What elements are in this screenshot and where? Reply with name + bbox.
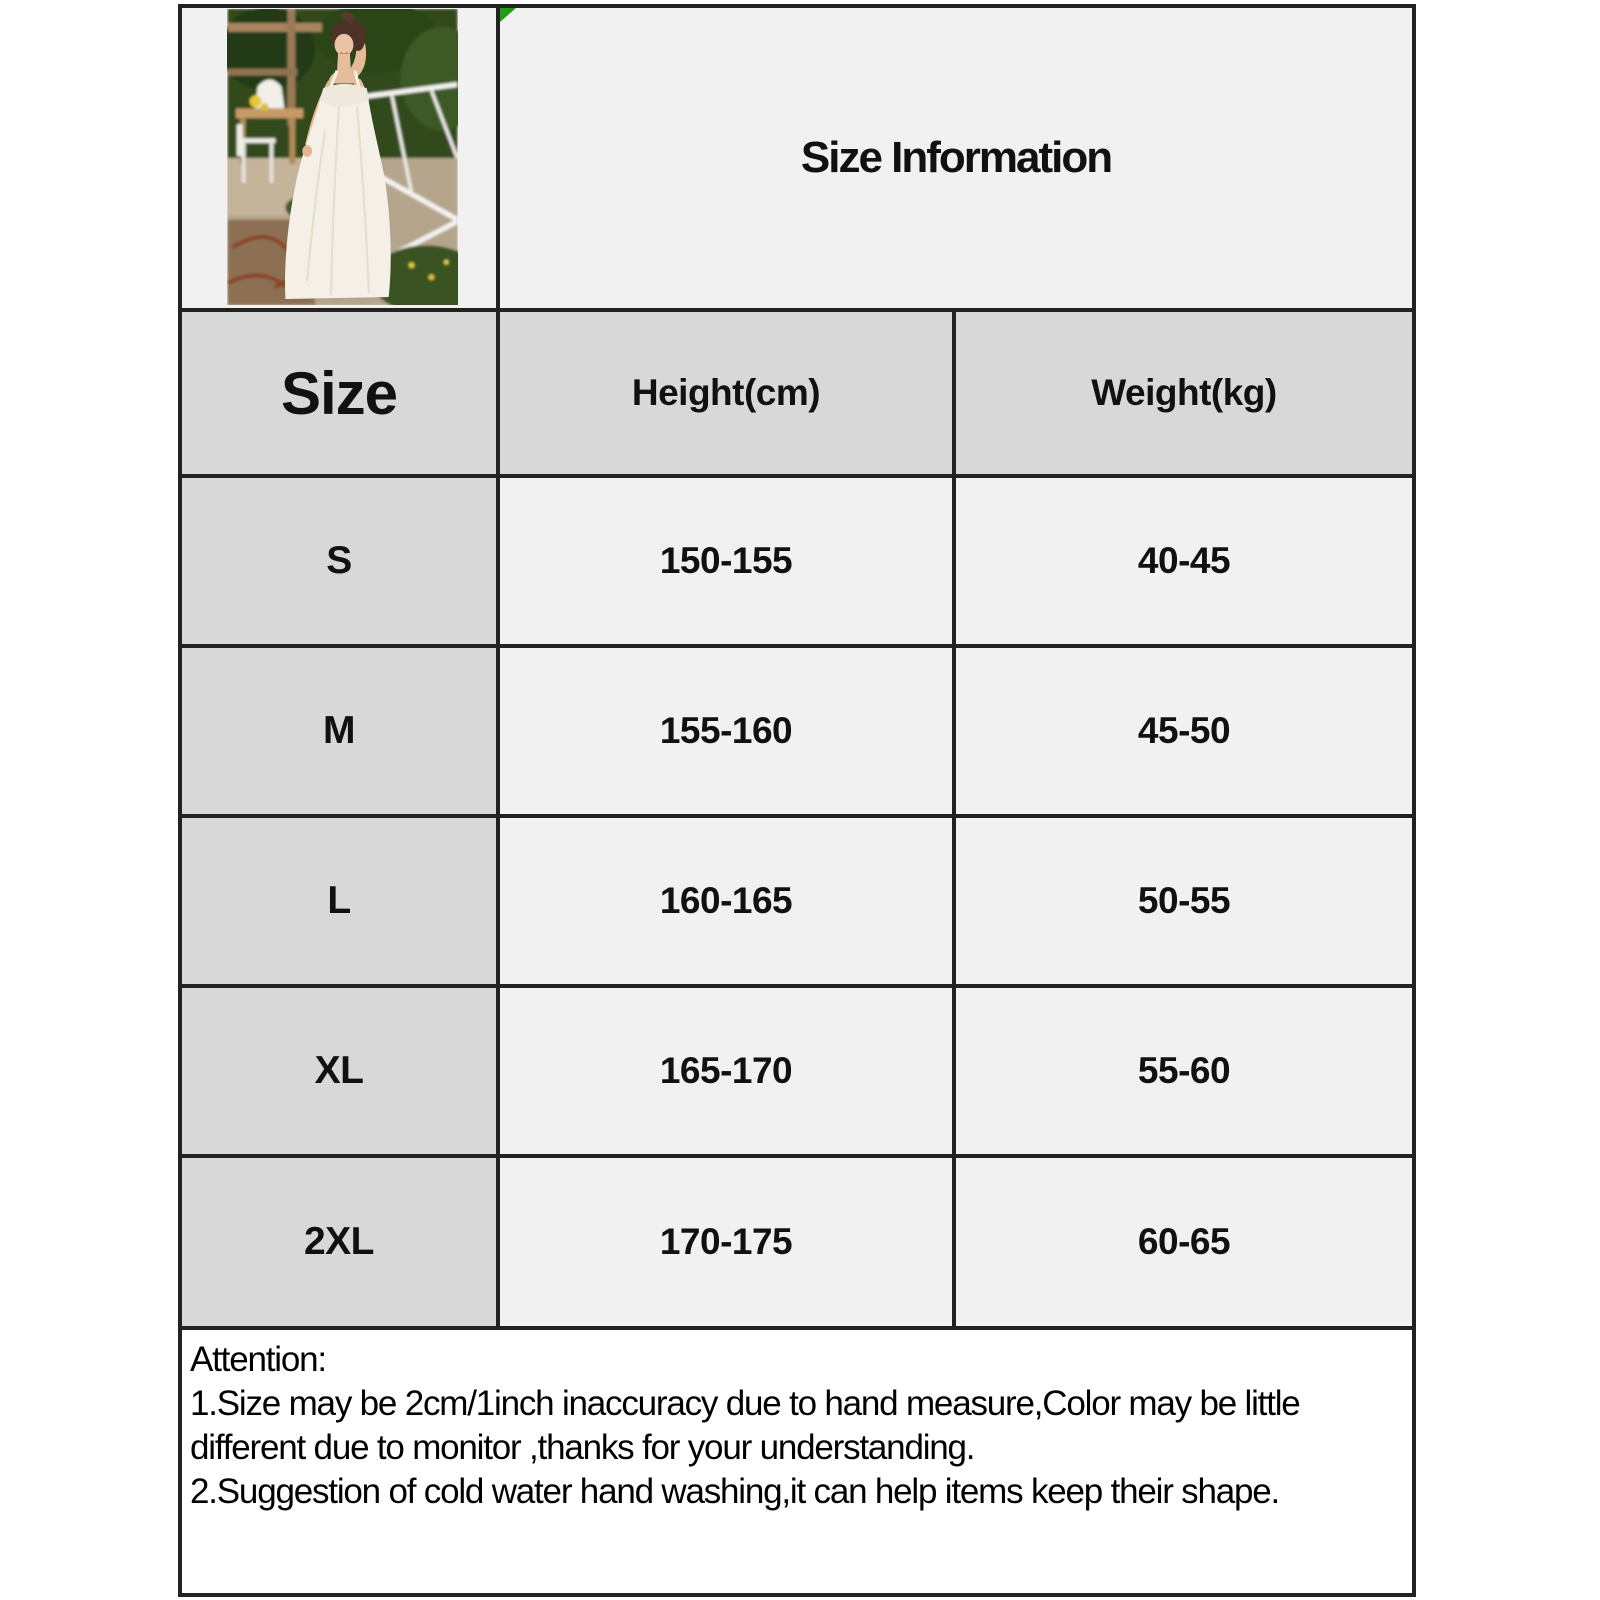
- size-label-m: M: [182, 648, 500, 818]
- weight-value-xl: 55-60: [956, 988, 1412, 1158]
- column-header-height: Height(cm): [500, 312, 956, 478]
- size-label-2xl: 2XL: [182, 1158, 500, 1330]
- size-label-xl: XL: [182, 988, 500, 1158]
- page-title: Size Information: [800, 133, 1112, 182]
- height-value-2xl: 170-175: [500, 1158, 956, 1330]
- attention-note-2: 2.Suggestion of cold water hand washing,it can help items keep their shape.: [190, 1472, 1280, 1511]
- weight-value-m: 45-50: [956, 648, 1412, 818]
- attention-section: [182, 1330, 1412, 1593]
- column-header-weight: Weight(kg): [956, 312, 1412, 478]
- height-value-l: 160-165: [500, 818, 956, 988]
- weight-value-s: 40-45: [956, 478, 1412, 648]
- product-photo: [227, 9, 458, 305]
- height-value-xl: 165-170: [500, 988, 956, 1158]
- title-cell: [500, 8, 1412, 312]
- attention-heading: Attention:: [190, 1340, 326, 1379]
- size-label-s: S: [182, 478, 500, 648]
- product-photo-cell: [182, 8, 500, 312]
- weight-value-l: 50-55: [956, 818, 1412, 988]
- weight-value-2xl: 60-65: [956, 1158, 1412, 1330]
- product-photo-illustration: [227, 9, 458, 305]
- size-label-l: L: [182, 818, 500, 988]
- height-value-m: 155-160: [500, 648, 956, 818]
- height-value-s: 150-155: [500, 478, 956, 648]
- column-header-size: Size: [182, 312, 500, 478]
- attention-note-1: 1.Size may be 2cm/1inch inaccuracy due to hand measure,Color may be little different due to monitor ,thanks for your understanding.: [190, 1384, 1300, 1467]
- size-chart-sheet: [178, 4, 1416, 1597]
- green-corner-flag-icon: [500, 8, 516, 22]
